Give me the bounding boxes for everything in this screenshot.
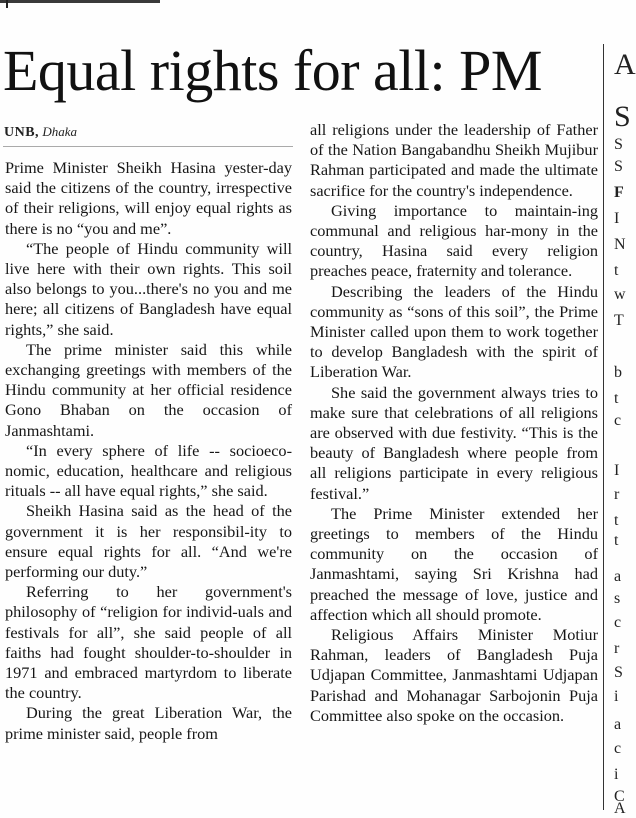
- edge-fragment: C: [614, 788, 625, 805]
- paragraph: “The people of Hindu community will live here with their own rights. This soil also belongs to you...there's no you and me here; all citizens of Bangladesh have equal rights,” she said.: [5, 238, 292, 339]
- edge-fragment: c: [614, 740, 622, 757]
- edge-fragment: S: [614, 100, 631, 133]
- edge-fragment: r: [614, 640, 620, 657]
- paragraph: During the great Liberation War, the prime minister said, people from: [5, 703, 292, 743]
- edge-fragment: i: [614, 766, 619, 783]
- edge-fragment: i: [614, 688, 619, 705]
- edge-fragment: r: [614, 486, 620, 503]
- edge-fragment: I: [614, 462, 620, 479]
- paragraph: “In every sphere of life -- socioeco-nomic, education, healthcare and religious rituals -- all have equal rights,” she said.: [5, 440, 292, 501]
- top-rule: [0, 0, 160, 3]
- byline-rule: [3, 146, 293, 147]
- column-separator: [603, 44, 604, 810]
- edge-fragment: a: [614, 568, 622, 585]
- paragraph: The Prime Minister extended her greetings to members of the Hindu community on the occasion of Janmashtami, saying Sri Krishna had preached the message of love, justice and affection which all should promote.: [310, 503, 598, 624]
- paragraph: Sheikh Hasina said as the head of the government it is her responsibil-ity to ensure equal rights for all. “And we're performing our duty.”: [5, 501, 292, 582]
- edge-fragment: N: [614, 236, 626, 253]
- paragraph: She said the government always tries to make sure that celebrations of all religions are observed with due festivity. “This is the beauty of Bangladesh where people from all religions participate in every religious festival.”: [310, 382, 598, 503]
- paragraph: Describing the leaders of the Hindu community as “sons of this soil”, the Prime Minister called upon them to work together to develop Bangladesh with the spirit of Liberation War.: [310, 281, 598, 382]
- edge-fragment: t: [614, 262, 619, 279]
- edge-fragment: a: [614, 716, 622, 733]
- edge-fragment: c: [614, 412, 622, 429]
- edge-fragment: c: [614, 614, 622, 631]
- article-column-1: [5, 158, 292, 744]
- byline-location: Dhaka: [42, 124, 77, 139]
- byline: [4, 124, 77, 141]
- headline: Equal rights for all: PM: [3, 38, 542, 103]
- edge-fragment: F: [614, 184, 624, 201]
- paragraph: Religious Affairs Minister Motiur Rahman, leaders of Bangladesh Puja Udjapan Committee, Janmashtami Udjapan Parishad and Mohanagar Sarbojonin Puja Committee also spoke on the occasion.: [310, 625, 598, 725]
- edge-fragment: S: [614, 136, 623, 153]
- paragraph: Giving importance to maintain-ing communal and religious har-mony in the country, Hasina said every religion preaches peace, fraternity and tolerance.: [310, 200, 598, 281]
- edge-fragment: t: [614, 532, 619, 549]
- edge-fragment: w: [614, 286, 626, 303]
- paragraph: Prime Minister Sheikh Hasina yester-day said the citizens of the country, irrespective of their religions, will enjoy equal rights as there is no “you and me”.: [5, 158, 292, 238]
- edge-fragment: S: [614, 664, 623, 681]
- edge-fragment: t: [614, 512, 619, 529]
- article-column-2: [310, 120, 598, 726]
- paragraph: The prime minister said this while exchanging greetings with members of the Hindu community at her official residence Gono Bhaban on the occasion of Janmashtami.: [5, 339, 292, 440]
- edge-fragment: t: [614, 390, 619, 407]
- top-tick: [6, 0, 8, 8]
- byline-source: UNB,: [4, 125, 40, 140]
- paragraph: Referring to her government's philosophy of “religion for individ-uals and festivals for all”, she said people of all faiths had fought shoulder-to-shoulder in 1971 and embraced martyrdom to liberate the country.: [5, 582, 292, 703]
- edge-fragment: I: [614, 210, 620, 227]
- edge-fragment: A: [614, 48, 636, 81]
- edge-fragment: T: [614, 312, 624, 329]
- paragraph: all religions under the leadership of Father of the Nation Bangabandhu Sheikh Mujibur Rahman participated and made the ultimate sacrifice for the country's independence.: [310, 120, 598, 200]
- edge-fragment: S: [614, 158, 623, 175]
- edge-fragment: s: [614, 590, 621, 607]
- adjacent-article-fragment: [614, 0, 636, 817]
- edge-fragment: A: [614, 800, 626, 817]
- edge-fragment: b: [614, 364, 622, 381]
